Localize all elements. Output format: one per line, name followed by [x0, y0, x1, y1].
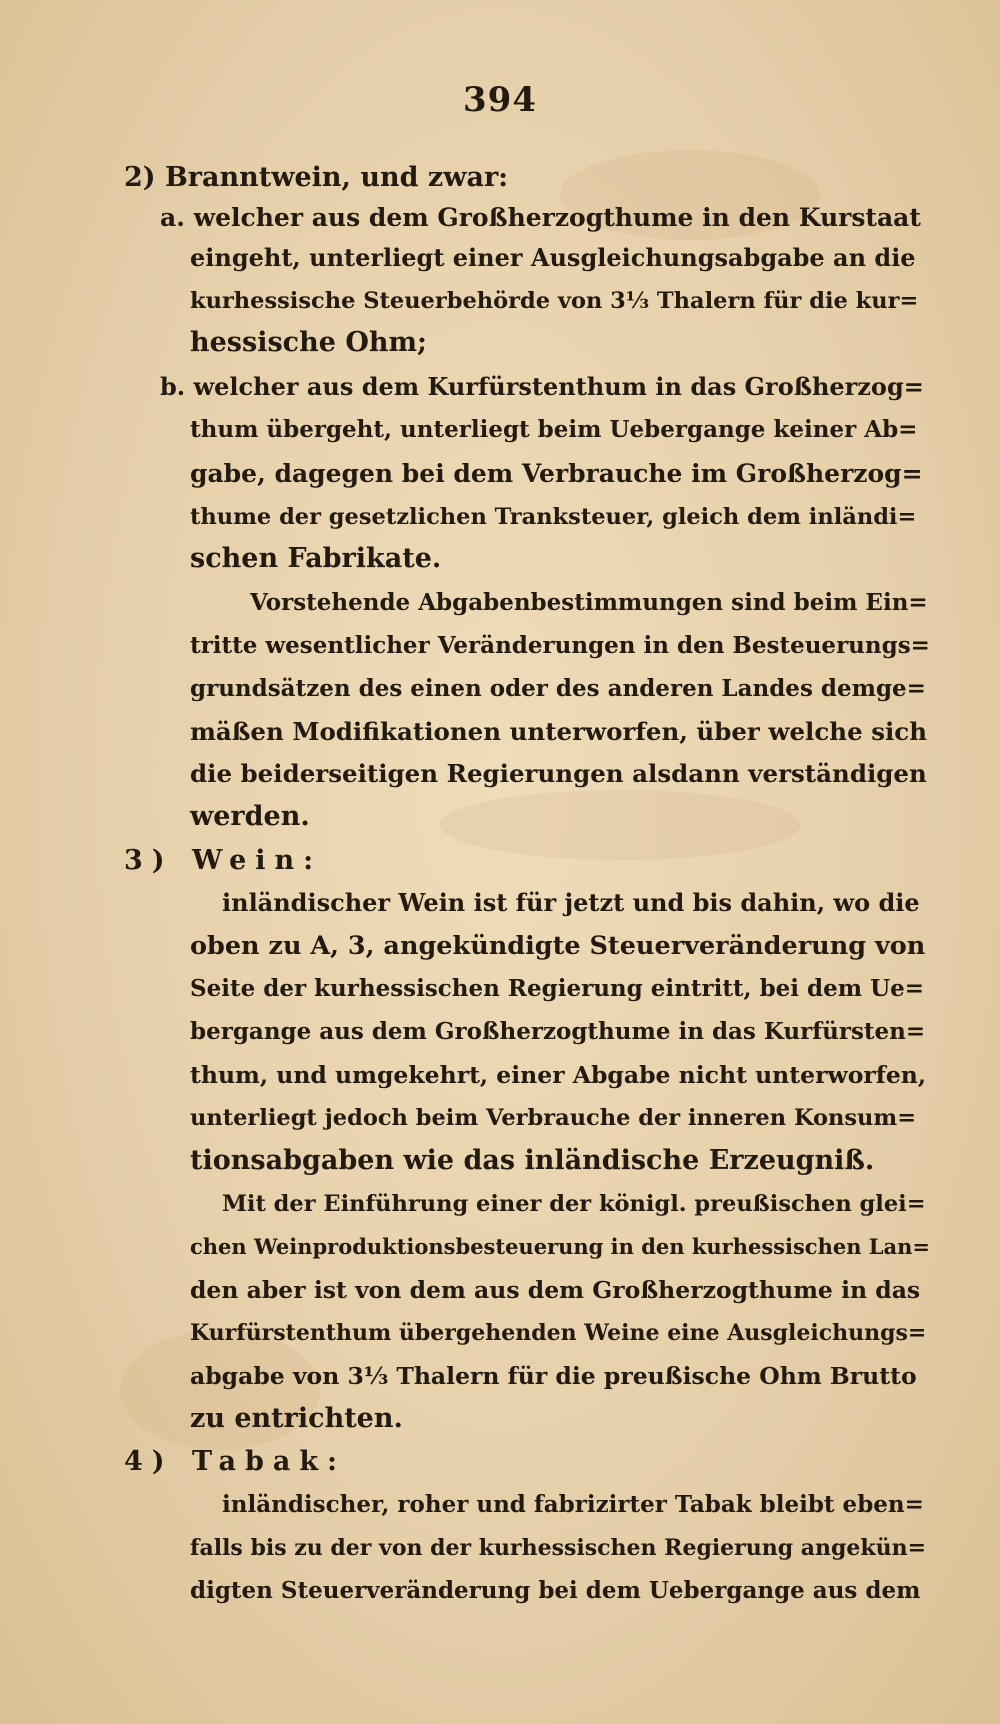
text-line: thum, und umgekehrt, einer Abgabe nicht unterworfen, [190, 1061, 927, 1089]
text-line: unterliegt jedoch beim Verbrauche der inneren Konsum= [190, 1105, 917, 1131]
text-line: eingeht, unterliegt einer Ausgleichungsabgabe an die [190, 243, 916, 272]
text-line: chen Weinproduktionsbesteuerung in den kurhessischen Lan= [190, 1234, 931, 1259]
text-line: den aber ist von dem aus dem Großherzogthume in das [190, 1276, 921, 1304]
text-line: thume der gesetzlichen Tranksteuer, gleich dem inländi= [190, 504, 917, 530]
text-line: inländischer, roher und fabrizirter Tabak bleibt eben= [222, 1491, 924, 1518]
section-heading-tabak: 4) Tabak: [124, 1446, 347, 1477]
text-line: tionsabgaben wie das inländische Erzeugniß. [190, 1145, 875, 1176]
text-line: hessische Ohm; [190, 327, 428, 358]
text-line: oben zu A, 3, angekündigte Steuerveränderung von [190, 931, 926, 961]
text-line: schen Fabrikate. [190, 543, 442, 574]
text-line: b. welcher aus dem Kurfürstenthum in das Großherzog= [160, 372, 924, 401]
text-line: thum übergeht, unterliegt beim Uebergange keiner Ab= [190, 416, 918, 443]
text-line: Mit der Einführung einer der königl. preußischen glei= [222, 1191, 926, 1217]
text-line: werden. [190, 801, 310, 832]
text-line: digten Steuerveränderung bei dem Uebergange aus dem [190, 1577, 921, 1604]
text-line: mäßen Modifikationen unterworfen, über welche sich [190, 717, 928, 746]
section-heading-wein: 3) Wein: [124, 845, 323, 876]
text-line: Kurfürstenthum übergehenden Weine eine Ausgleichungs= [190, 1320, 927, 1346]
text-line: Vorstehende Abgabenbestimmungen sind beim Ein= [250, 589, 928, 616]
section-heading-branntwein: 2) Branntwein, und zwar: [124, 162, 509, 193]
text-line: gabe, dagegen bei dem Verbrauche im Großherzog= [190, 459, 923, 488]
text-line: a. welcher aus dem Großherzogthume in den Kurstaat [160, 203, 921, 232]
text-line: bergange aus dem Großherzogthume in das Kurfürsten= [190, 1018, 926, 1045]
text-line: Seite der kurhessischen Regierung eintritt, bei dem Ue= [190, 975, 925, 1002]
text-line: abgabe von 3⅓ Thalern für die preußische Ohm Brutto [190, 1362, 917, 1390]
text-line: inländischer Wein ist für jetzt und bis dahin, wo die [222, 888, 920, 917]
text-line: die beiderseitigen Regierungen alsdann verständigen [190, 759, 927, 788]
text-line: grundsätzen des einen oder des anderen Landes demge= [190, 675, 926, 702]
paper-stain [440, 790, 800, 860]
text-line: tritte wesentlicher Veränderungen in den Besteuerungs= [190, 632, 930, 659]
text-line: zu entrichten. [190, 1403, 403, 1434]
page-number: 394 [463, 80, 537, 120]
text-line: kurhessische Steuerbehörde von 3⅓ Thalern für die kur= [190, 288, 919, 314]
text-line: falls bis zu der von der kurhessischen Regierung angekün= [190, 1535, 927, 1561]
